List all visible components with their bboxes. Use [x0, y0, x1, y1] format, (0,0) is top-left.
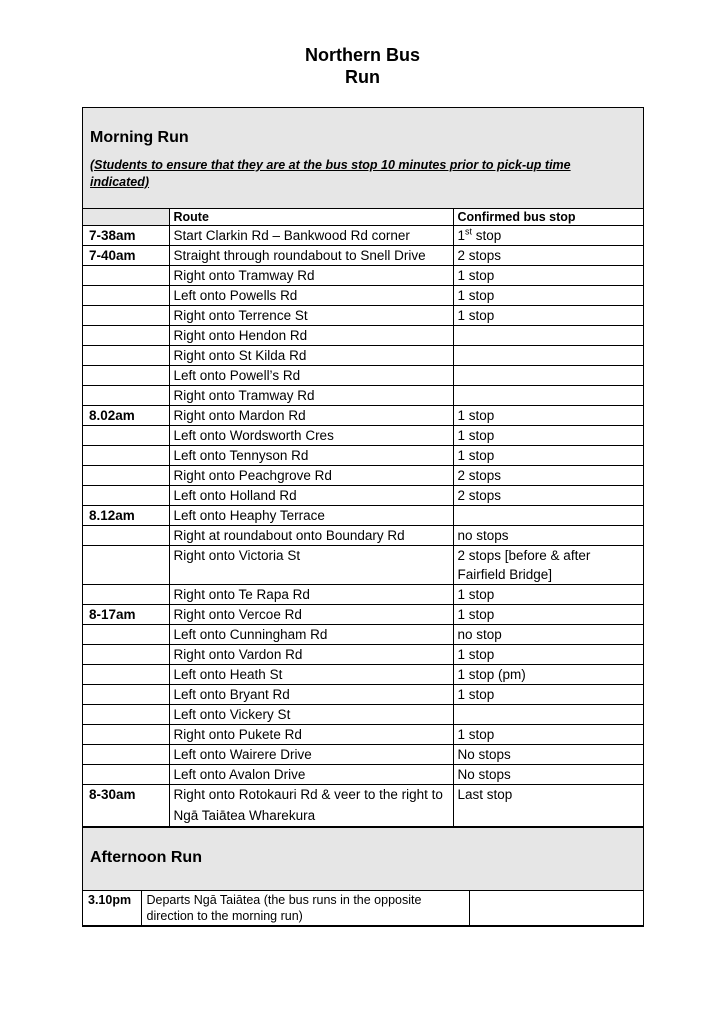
row-route: Right onto Hendon Rd [169, 326, 453, 346]
row-route: Left onto Holland Rd [169, 486, 453, 506]
table-header-row [83, 209, 643, 226]
row-time: 8-17am [83, 605, 169, 625]
row-route: Right at roundabout onto Boundary Rd [169, 526, 453, 546]
row-time [83, 725, 169, 745]
row-route: Left onto Bryant Rd [169, 685, 453, 705]
row-confirmed-stop: 1 stop [453, 685, 643, 705]
row-time [83, 326, 169, 346]
afternoon-row-time: 3.10pm [83, 891, 141, 926]
stop-number: 1 [457, 228, 466, 243]
row-confirmed-stop: 1 stop [453, 585, 643, 605]
row-route: Right onto Vardon Rd [169, 645, 453, 665]
row-route: Left onto Vickery St [169, 705, 453, 725]
table-row [83, 785, 643, 827]
row-time [83, 625, 169, 645]
bus-run-table [82, 107, 644, 927]
row-confirmed-stop: no stop [453, 625, 643, 645]
table-row [83, 645, 643, 665]
row-time [83, 745, 169, 765]
row-route: Right onto Tramway Rd [169, 266, 453, 286]
row-confirmed-stop: 2 stops [453, 486, 643, 506]
row-route: Left onto Tennyson Rd [169, 446, 453, 466]
row-time [83, 546, 169, 585]
row-route: Right onto Terrence St [169, 306, 453, 326]
row-time: 7-38am [83, 226, 169, 246]
title-line-1: Northern Bus [304, 45, 420, 65]
row-confirmed-stop [453, 326, 643, 346]
table-row [83, 665, 643, 685]
table-row [83, 625, 643, 645]
row-confirmed-stop: 1 stop [453, 446, 643, 466]
row-route: Right onto Tramway Rd [169, 386, 453, 406]
row-time: 8.12am [83, 506, 169, 526]
table-row [83, 446, 643, 466]
row-route: Left onto Avalon Drive [169, 765, 453, 785]
table-row [83, 266, 643, 286]
row-confirmed-stop: 1 stop [453, 725, 643, 745]
row-route: Right onto Pukete Rd [169, 725, 453, 745]
afternoon-row-stop [469, 891, 643, 926]
table-row [83, 685, 643, 705]
row-confirmed-stop: No stops [453, 745, 643, 765]
row-confirmed-stop: 1 stop [453, 426, 643, 446]
table-row [83, 765, 643, 785]
row-time [83, 526, 169, 546]
morning-run-header [83, 108, 643, 208]
table-row [83, 526, 643, 546]
row-time [83, 685, 169, 705]
row-time [83, 286, 169, 306]
table-row [83, 286, 643, 306]
row-confirmed-stop: 1 stop [453, 306, 643, 326]
row-confirmed-stop: 2 stops [453, 466, 643, 486]
row-time [83, 306, 169, 326]
row-confirmed-stop: 1 stop [453, 645, 643, 665]
row-route: Left onto Powells Rd [169, 286, 453, 306]
row-time [83, 366, 169, 386]
row-time [83, 665, 169, 685]
row-confirmed-stop: 1 stop [453, 406, 643, 426]
table-row [83, 486, 643, 506]
row-time [83, 645, 169, 665]
table-row [83, 745, 643, 765]
row-time: 7-40am [83, 246, 169, 266]
header-time [83, 209, 169, 226]
row-time [83, 446, 169, 466]
row-time [83, 705, 169, 725]
row-route: Left onto Wairere Drive [169, 745, 453, 765]
table-row [83, 546, 643, 585]
row-route: Start Clarkin Rd – Bankwood Rd corner [169, 226, 453, 246]
row-confirmed-stop: 1 stop (pm) [453, 665, 643, 685]
document-title [0, 44, 725, 88]
header-confirmed-stop: Confirmed bus stop [453, 209, 643, 226]
row-route-line-1: Right onto Rotokauri Rd & veer to the right to [173, 787, 443, 802]
table-row [83, 386, 643, 406]
row-time [83, 486, 169, 506]
table-row [83, 605, 643, 625]
table-row [83, 366, 643, 386]
row-confirmed-stop [453, 226, 643, 246]
row-confirmed-stop: Last stop [453, 785, 643, 827]
row-route: Left onto Powell’s Rd [169, 366, 453, 386]
table-row [83, 406, 643, 426]
row-route: Left onto Cunningham Rd [169, 625, 453, 645]
row-confirmed-stop: no stops [453, 526, 643, 546]
row-route: Right onto Te Rapa Rd [169, 585, 453, 605]
row-confirmed-stop [453, 506, 643, 526]
morning-route-table [83, 208, 643, 827]
row-route: Right onto Victoria St [169, 546, 453, 585]
row-confirmed-stop: 1 stop [453, 605, 643, 625]
row-route-line-2: Ngā Taiātea Wharekura [173, 808, 316, 823]
row-time [83, 346, 169, 366]
table-row [83, 891, 643, 926]
row-time [83, 266, 169, 286]
afternoon-run-heading: Afternoon Run [90, 849, 202, 866]
afternoon-route-table [83, 890, 643, 926]
row-route: Right onto Vercoe Rd [169, 605, 453, 625]
table-row [83, 506, 643, 526]
table-row [83, 306, 643, 326]
table-row [83, 585, 643, 605]
row-confirmed-stop: No stops [453, 765, 643, 785]
row-time: 8.02am [83, 406, 169, 426]
title-line-2: Run [345, 67, 380, 87]
stop-label: stop [472, 228, 502, 243]
row-confirmed-stop [453, 386, 643, 406]
morning-run-heading: Morning Run [90, 129, 189, 146]
row-time [83, 426, 169, 446]
row-route: Left onto Heaphy Terrace [169, 506, 453, 526]
row-time [83, 585, 169, 605]
afternoon-row-route: Departs Ngā Taiātea (the bus runs in the opposite direction to the morning run) [141, 891, 469, 926]
row-confirmed-stop: 1 stop [453, 286, 643, 306]
row-confirmed-stop [453, 366, 643, 386]
row-route: Right onto Mardon Rd [169, 406, 453, 426]
header-route: Route [169, 209, 453, 226]
table-row [83, 346, 643, 366]
row-time [83, 765, 169, 785]
table-row [83, 326, 643, 346]
morning-run-note: (Students to ensure that they are at the bus stop 10 minutes prior to pick-up time indicated) [90, 158, 571, 189]
table-row [83, 226, 643, 246]
row-route [169, 785, 453, 827]
table-row [83, 466, 643, 486]
row-confirmed-stop [453, 346, 643, 366]
row-route: Straight through roundabout to Snell Drive [169, 246, 453, 266]
row-confirmed-stop: 1 stop [453, 266, 643, 286]
row-route: Left onto Heath St [169, 665, 453, 685]
row-route: Left onto Wordsworth Cres [169, 426, 453, 446]
row-time [83, 386, 169, 406]
row-confirmed-stop: 2 stops [453, 246, 643, 266]
table-row [83, 705, 643, 725]
table-row [83, 725, 643, 745]
row-time [83, 466, 169, 486]
row-route: Right onto St Kilda Rd [169, 346, 453, 366]
table-row [83, 246, 643, 266]
afternoon-run-header [83, 827, 643, 890]
row-confirmed-stop: 2 stops [before & after Fairfield Bridge] [453, 546, 643, 585]
stop-ordinal-suffix: st [465, 226, 473, 237]
row-time: 8-30am [83, 785, 169, 827]
table-row [83, 426, 643, 446]
row-confirmed-stop [453, 705, 643, 725]
row-route: Right onto Peachgrove Rd [169, 466, 453, 486]
